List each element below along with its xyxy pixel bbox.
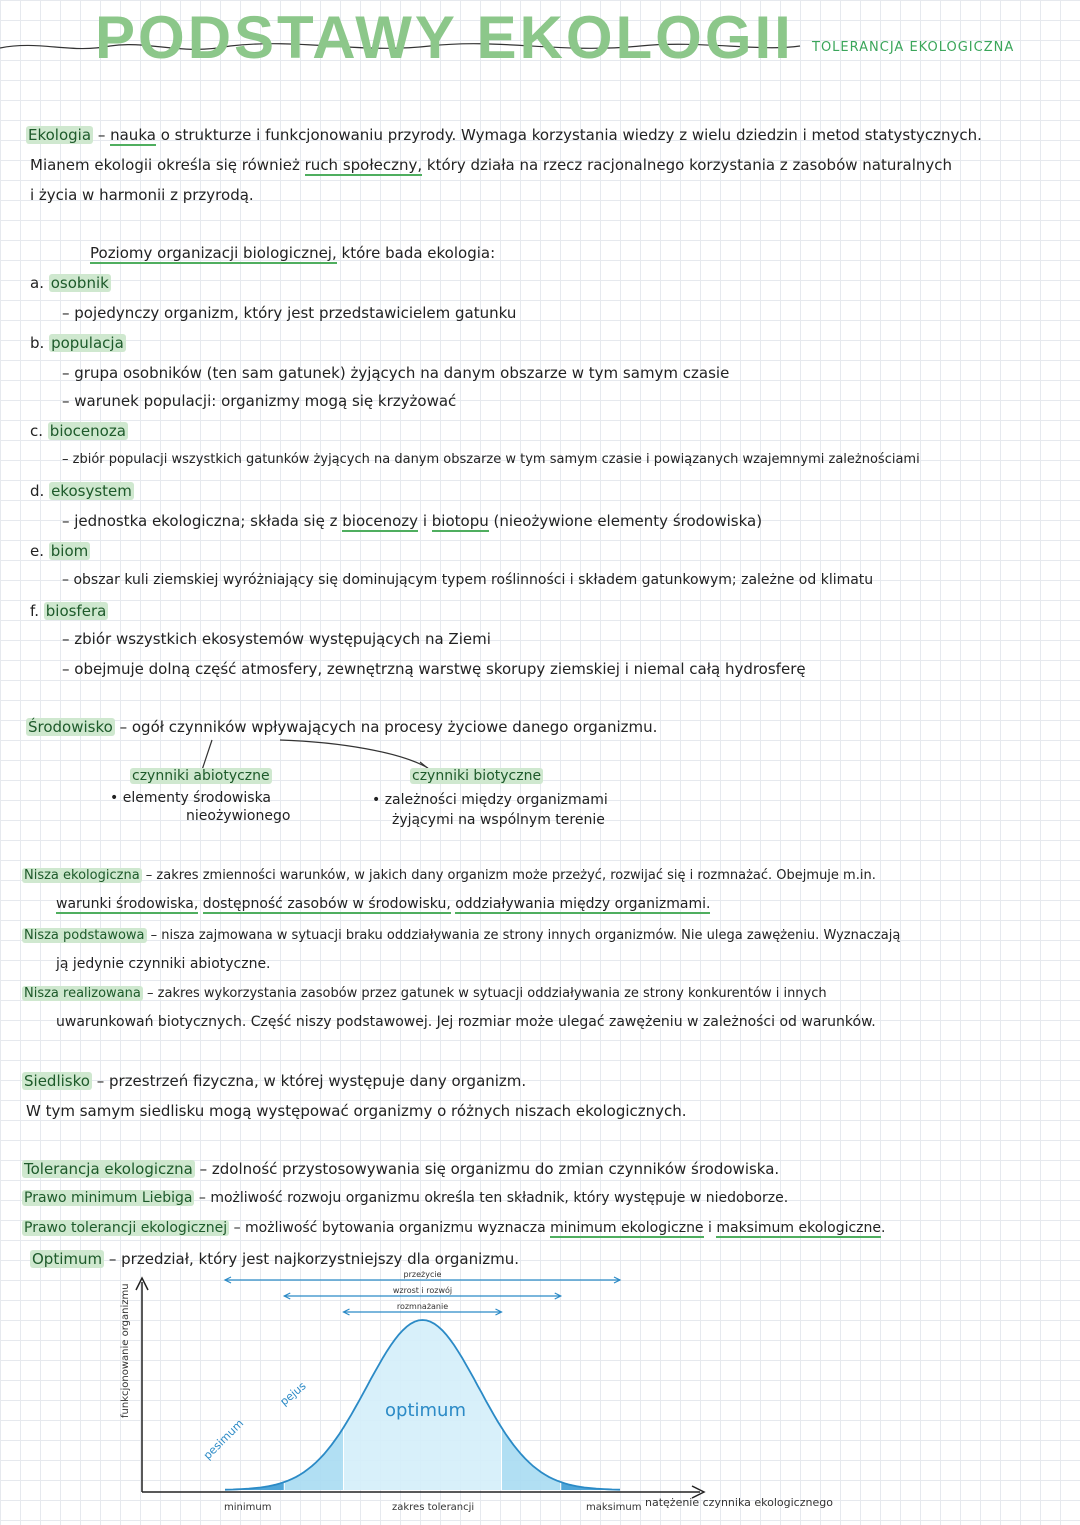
level-b-desc-2: – warunek populacji: organizmy mogą się krzyżować bbox=[62, 392, 457, 410]
level-term-ekosystem: ekosystem bbox=[51, 482, 132, 500]
biotic-desc-1: • zależności między organizmami bbox=[372, 792, 608, 808]
zone-pejus-3 bbox=[502, 1428, 561, 1491]
level-f-desc-1: – zbiór wszystkich ekosystemów występujących na Ziemi bbox=[62, 630, 491, 648]
level-term-populacja: populacja bbox=[51, 334, 124, 352]
ekologia-line-2: Mianem ekologii określa się również ruch społeczny, który działa na rzecz racjonalnego korzystania z zasobów naturalnych bbox=[30, 156, 953, 174]
zone-label-pejus: pejus bbox=[277, 1379, 309, 1409]
level-term-biom: biom bbox=[50, 542, 89, 560]
page-subtitle: TOLERANCJA EKOLOGICZNA bbox=[812, 40, 1015, 55]
siedlisko-term: Siedlisko bbox=[24, 1072, 90, 1090]
range-label-1: wzrost i rozwój bbox=[392, 1286, 453, 1295]
abiotic-desc-1: • elementy środowiska bbox=[110, 790, 272, 806]
level-d: d. ekosystem bbox=[30, 482, 132, 500]
siedlisko-line-2: W tym samym siedlisku mogą występować organizmy o różnych niszach ekologicznych. bbox=[26, 1102, 687, 1120]
x-tick-zakres-tolerancji: zakres tolerancji bbox=[392, 1502, 475, 1513]
level-f: f. biosfera bbox=[30, 602, 107, 620]
siedlisko-line: Siedlisko – przestrzeń fizyczna, w której występuje dany organizm. bbox=[24, 1072, 527, 1090]
level-term-osobnik: osobnik bbox=[50, 274, 109, 292]
levels-intro: Poziomy organizacji biologicznej, które bada ekologia: bbox=[90, 244, 496, 262]
range-label-2: rozmnażanie bbox=[396, 1302, 449, 1311]
biotic-desc-2: żyjącymi na wspólnym terenie bbox=[392, 812, 605, 828]
prawo-tolerancji-line: Prawo tolerancji ekologicznej – możliwość bytowania organizmu wyznacza minimum ekologiczne i maksimum ekologiczne. bbox=[24, 1220, 886, 1236]
nisza-ekologiczna-line-2: warunki środowiska, dostępność zasobów w środowisku, oddziaływania między organizmami. bbox=[56, 896, 711, 912]
nisza-realizowana-line: Nisza realizowana – zakres wykorzystania zasobów przez gatunek w sytuacji oddziaływania ze strony konkurentów i innych bbox=[24, 986, 827, 1001]
chart-ranges bbox=[225, 1270, 620, 1315]
level-f-desc-2: – obejmuje dolną część atmosfery, zewnętrzną warstwę skorupy ziemskiej i niemal całą hydrosferę bbox=[62, 660, 806, 678]
nisza-realizowana-term: Nisza realizowana bbox=[24, 986, 141, 1001]
nisza-podstawowa-term: Nisza podstawowa bbox=[24, 928, 145, 943]
level-c: c. biocenoza bbox=[30, 422, 126, 440]
level-e-desc: – obszar kuli ziemskiej wyróżniający się dominującym typem roślinności i składem gatunkowym; zależne od klimatu bbox=[62, 572, 874, 588]
prawo-tolerancji-term: Prawo tolerancji ekologicznej bbox=[24, 1220, 228, 1236]
abiotic-title: czynniki abiotyczne bbox=[132, 768, 270, 784]
x-tick-maksimum: maksimum bbox=[586, 1502, 642, 1513]
page-title: PODSTAWY EKOLOGII bbox=[95, 4, 794, 71]
ekologia-line-3: i życia w harmonii z przyrodą. bbox=[30, 186, 254, 204]
x-tick-minimum: minimum bbox=[224, 1502, 272, 1513]
level-d-desc: – jednostka ekologiczna; składa się z biocenozy i biotopu (nieożywione elementy środowiska) bbox=[62, 512, 763, 530]
nisza-ekologiczna-term: Nisza ekologiczna bbox=[24, 868, 140, 883]
optimum-term: Optimum bbox=[32, 1250, 103, 1268]
level-e: e. biom bbox=[30, 542, 89, 560]
level-c-desc: – zbiór populacji wszystkich gatunków żyjących na danym obszarze w tym samym czasie i powiązanych wzajemnymi zależnościami bbox=[62, 452, 920, 467]
x-axis-label: natężenie czynnika ekologicznego bbox=[645, 1496, 833, 1509]
srodowisko-term: Środowisko bbox=[28, 718, 113, 736]
nisza-ekologiczna-line: Nisza ekologiczna – zakres zmienności warunków, w jakich dany organizm może przeżyć, rozwijać się i rozmnażać. Obejmuje m.in. bbox=[24, 868, 876, 883]
range-label-0: przeżycie bbox=[403, 1270, 442, 1279]
ekologia-line-1: Ekologia – nauka o strukturze i funkcjonowaniu przyrody. Wymaga korzystania wiedzy z wielu dziedzin i metod statystycznych. bbox=[28, 126, 982, 144]
prawo-minimum-line: Prawo minimum Liebiga – możliwość rozwoju organizmu określa ten składnik, który występuje w niedoborze. bbox=[24, 1190, 789, 1206]
nisza-podstawowa-line: Nisza podstawowa – nisza zajmowana w sytuacji braku oddziaływania ze strony innych organizmów. Nie ulega zawężeniu. Wyznaczają bbox=[24, 928, 901, 943]
zone-pejus-1 bbox=[284, 1428, 343, 1491]
level-term-biosfera: biosfera bbox=[45, 602, 107, 620]
nisza-podstawowa-line-2: ją jedynie czynniki abiotyczne. bbox=[56, 956, 271, 972]
srodowisko-line: Środowisko – ogół czynników wpływających na procesy życiowe danego organizmu. bbox=[28, 718, 658, 736]
zone-label-pesimum: pesimum bbox=[200, 1416, 247, 1463]
abiotic-desc-2: nieożywionego bbox=[186, 808, 291, 824]
optimum-line: Optimum – przedział, który jest najkorzystniejszy dla organizmu. bbox=[32, 1250, 520, 1268]
level-a: a. osobnik bbox=[30, 274, 109, 292]
tolerance-chart bbox=[100, 1270, 860, 1520]
level-b: b. populacja bbox=[30, 334, 124, 352]
level-term-biocenoza: biocenoza bbox=[49, 422, 126, 440]
tolerancja-line: Tolerancja ekologiczna – zdolność przystosowywania się organizmu do zmian czynników środowiska. bbox=[24, 1160, 780, 1178]
level-b-desc-1: – grupa osobników (ten sam gatunek) żyjących na danym obszarze w tym samym czasie bbox=[62, 364, 730, 382]
tolerancja-term: Tolerancja ekologiczna bbox=[24, 1160, 193, 1178]
ekologia-term: Ekologia bbox=[28, 126, 92, 144]
biotic-title: czynniki biotyczne bbox=[412, 768, 542, 784]
level-a-desc: – pojedynczy organizm, który jest przedstawicielem gatunku bbox=[62, 304, 517, 322]
zone-label-optimum: optimum bbox=[385, 1400, 466, 1421]
nisza-realizowana-line-2: uwarunkowań biotycznych. Część niszy podstawowej. Jej rozmiar może ulegać zawężeniu w zależności od warunków. bbox=[56, 1014, 876, 1030]
prawo-minimum-term: Prawo minimum Liebiga bbox=[24, 1190, 193, 1206]
y-axis-label: funkcjonowanie organizmu bbox=[120, 1283, 131, 1418]
